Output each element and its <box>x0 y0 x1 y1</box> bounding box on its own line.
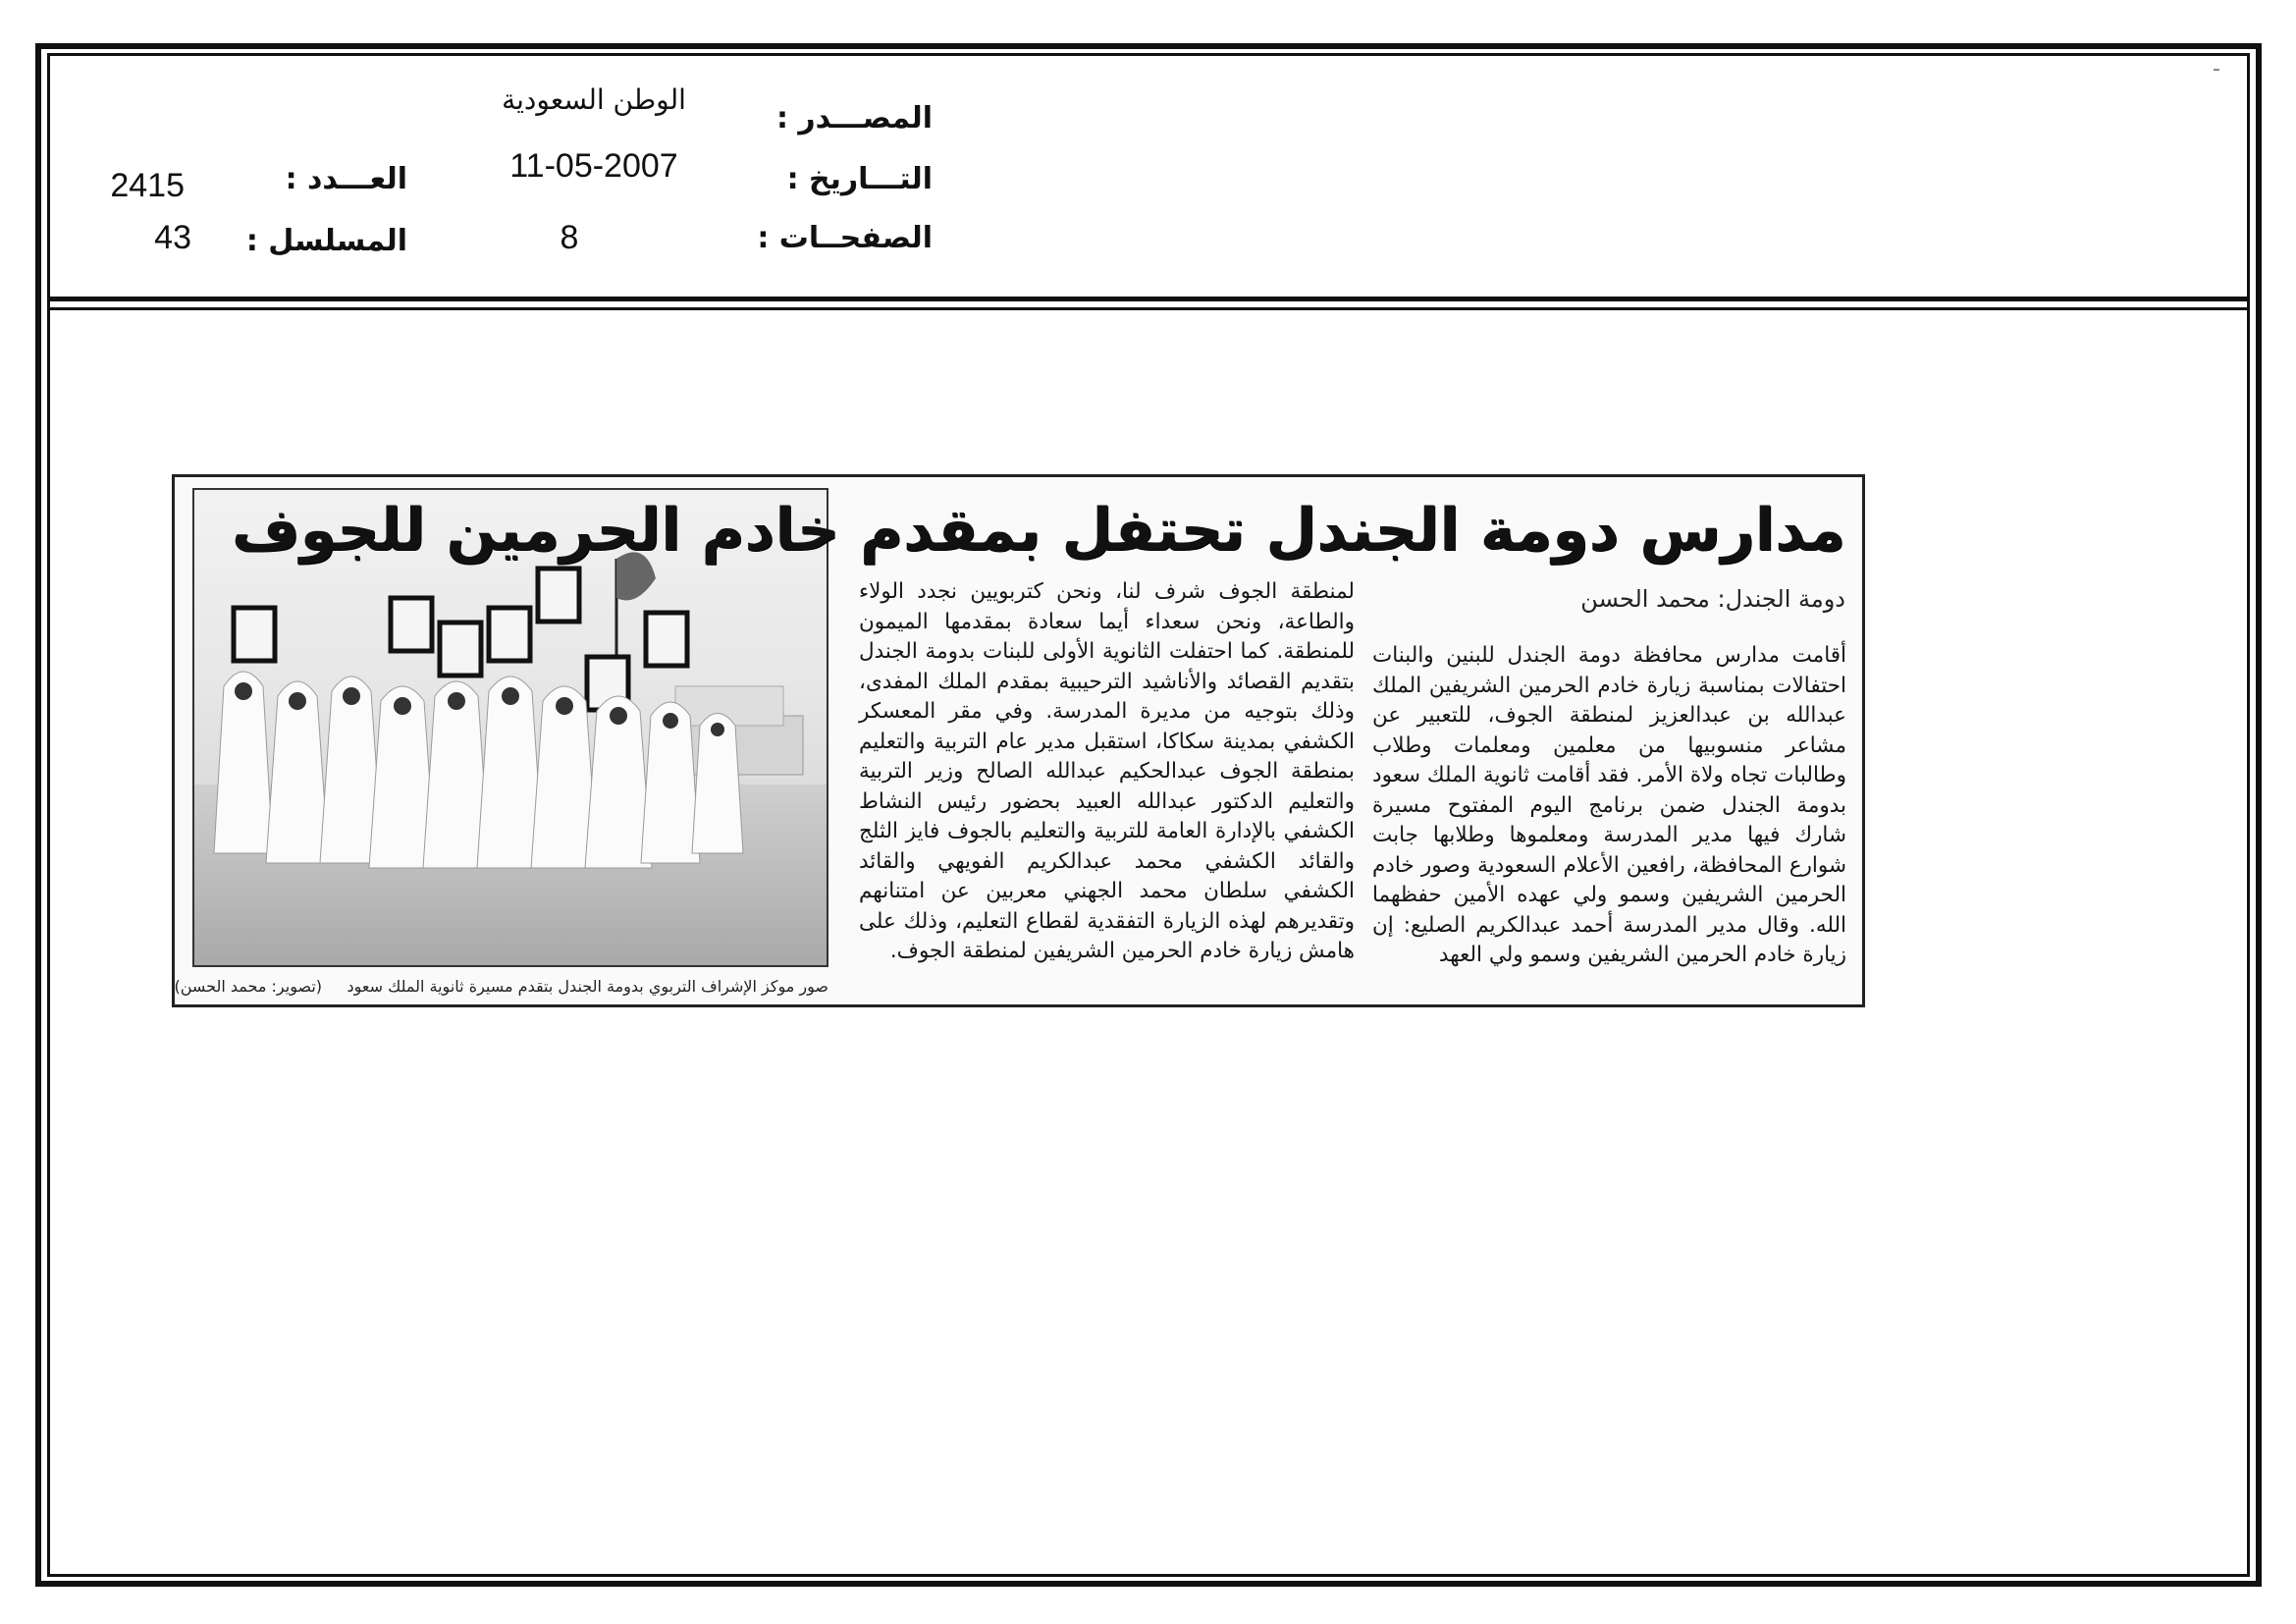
date-value: 11-05-2007 <box>509 147 678 185</box>
serial-label: المسلسل : <box>245 224 407 258</box>
source-label: المصـــدر : <box>775 101 933 135</box>
date-label: التـــاريخ : <box>786 162 933 196</box>
article-paragraph: أقامت مدارس محافظة دومة الجندل للبنين والبنات احتفالات بمناسبة زيارة خادم الحرمين الشريفين الملك عبدالله بن عبدالعزيز لمنطقة الجوف، للتعبير عن مشاعر منسوبيها من معلمين ومعلمات وطلاب وطالبات تجاه ولاة الأمر. فقد أقامت ثانوية الملك سعود بدومة الجندل ضمن برنامج اليوم المفتوح مسيرة شارك فيها مدير المدرسة ومعلموها وطلابها جابت شوارع المحافظة، رافعين الأعلام السعودية وصور خادم الحرمين الشريفين وسمو ولي عهده الأمين حفظهما الله. وقال مدير المدرسة أحمد عبدالكريم الصليع: إن زيارة خادم الحرمين الشريفين وسمو ولي العهد <box>1372 643 1846 967</box>
pages-label: الصفحــات : <box>757 221 933 255</box>
article-paragraph: لمنطقة الجوف شرف لنا، ونحن كتربويين نجدد الولاء والطاعة، ونحن سعداء أيما سعادة بمقدمها الميمون للمنطقة. كما احتفلت الثانوية الأولى للبنات بدومة الجندل بتقديم القصائد والأناشيد الترحيبية بمقدم الملك المفدى، وذلك بتوجيه من مديرة المدرسة. وفي مقر المعسكر الكشفي بمدينة سكاكا، استقبل مدير عام التربية والتعليم بمنطقة الجوف عبدالحكيم عبدالله الصالح وزير التربية والتعليم الدكتور عبدالله العبيد بحضور رئيس النشاط الكشفي بالإدارة العامة للتربية والتعليم بالجوف فايز الثلج والقائد الكشفي محمد عبدالكريم الفويهي والقائد الكشفي سلطان محمد الجهني معربين عن امتنانهم وتقديرهم لهذه الزيارة التفقدية لقطاع التعليم، وذلك على هامش زيارة خادم الحرمين الشريفين لمنطقة الجوف. <box>859 579 1355 963</box>
corner-mark <box>2214 69 2219 71</box>
pages-value: 8 <box>560 219 579 256</box>
photo-credit: (تصوير: محمد الحسن) <box>174 977 323 996</box>
article-headline: مدارس دومة الجندل تحتفل بمقدم خادم الحرمين للجوف <box>231 496 1845 565</box>
photo-caption <box>174 972 828 1001</box>
issue-value: 2415 <box>110 167 185 204</box>
article-column-left <box>859 577 1355 997</box>
photo-caption-text: صور موكز الإشراف التربوي بدومة الجندل بتقدم مسيرة ثانوية الملك سعود <box>347 977 828 996</box>
article-column-right <box>1372 641 1846 997</box>
serial-value: 43 <box>154 219 191 256</box>
issue-label: العـــدد : <box>285 162 407 196</box>
header-divider <box>47 297 2250 310</box>
article-byline: دومة الجندل: محمد الحسن <box>1580 585 1845 613</box>
source-value: الوطن السعودية <box>502 83 686 116</box>
